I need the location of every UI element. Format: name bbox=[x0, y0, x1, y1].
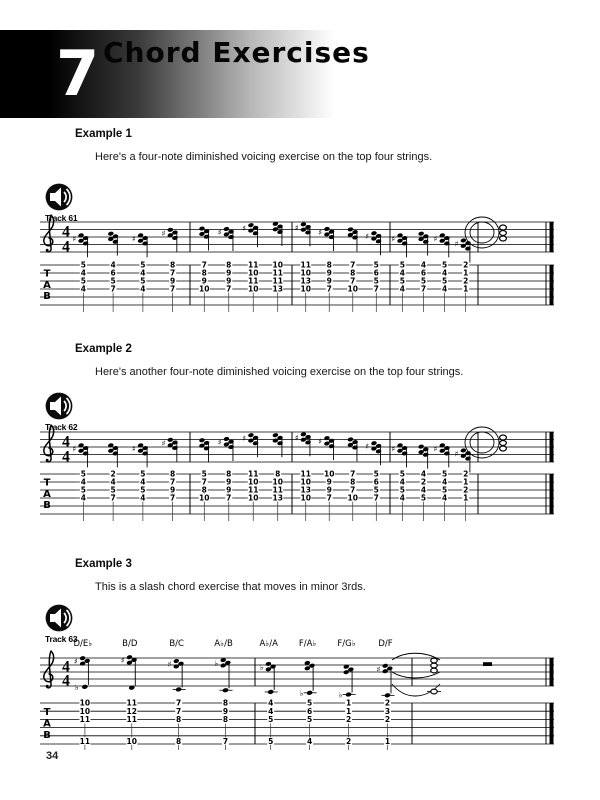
svg-text:4: 4 bbox=[110, 477, 116, 487]
svg-text:11: 11 bbox=[79, 736, 91, 746]
svg-text:♯: ♯ bbox=[454, 239, 459, 249]
svg-text:7: 7 bbox=[110, 284, 116, 294]
svg-text:7: 7 bbox=[373, 493, 379, 503]
svg-text:9: 9 bbox=[201, 276, 207, 286]
svg-text:10: 10 bbox=[300, 493, 311, 503]
svg-text:1: 1 bbox=[463, 284, 469, 294]
svg-text:5: 5 bbox=[420, 276, 427, 286]
svg-text:5: 5 bbox=[399, 485, 405, 495]
svg-text:10: 10 bbox=[272, 477, 283, 487]
svg-text:11: 11 bbox=[272, 276, 283, 286]
svg-text:♯: ♯ bbox=[242, 224, 247, 234]
track-label: Track 62 bbox=[45, 422, 78, 432]
svg-text:11: 11 bbox=[248, 485, 259, 495]
svg-text:5: 5 bbox=[80, 260, 86, 270]
svg-text:5: 5 bbox=[268, 736, 274, 746]
svg-text:9: 9 bbox=[326, 276, 332, 286]
svg-text:4: 4 bbox=[80, 268, 86, 278]
svg-text:B: B bbox=[43, 729, 51, 741]
svg-text:7: 7 bbox=[326, 284, 332, 294]
svg-text:4: 4 bbox=[399, 268, 405, 278]
svg-text:1: 1 bbox=[345, 706, 352, 716]
svg-text:10: 10 bbox=[126, 736, 137, 746]
svg-text:5: 5 bbox=[441, 469, 448, 479]
svg-text:5: 5 bbox=[307, 698, 313, 708]
svg-text:2: 2 bbox=[420, 477, 427, 487]
example-3-description: This is a slash chord exercise that moves in minor 3rds. bbox=[95, 581, 366, 593]
svg-text:B: B bbox=[43, 500, 51, 511]
svg-text:2: 2 bbox=[463, 276, 469, 286]
example-1-heading: Example 1 bbox=[75, 128, 132, 140]
svg-text:10: 10 bbox=[248, 284, 259, 294]
svg-text:11: 11 bbox=[300, 469, 311, 479]
svg-text:5: 5 bbox=[399, 276, 405, 286]
example-3-heading: Example 3 bbox=[75, 558, 132, 570]
svg-text:2: 2 bbox=[384, 698, 391, 708]
svg-text:2: 2 bbox=[345, 715, 352, 725]
svg-text:1: 1 bbox=[384, 736, 391, 746]
svg-text:♯: ♯ bbox=[73, 657, 78, 667]
svg-text:♯: ♯ bbox=[433, 444, 438, 454]
svg-text:9: 9 bbox=[226, 485, 232, 495]
svg-text:B: B bbox=[43, 291, 51, 302]
svg-text:♯: ♯ bbox=[120, 656, 125, 666]
svg-text:4: 4 bbox=[420, 485, 427, 495]
chapter-number: 7 bbox=[56, 37, 100, 110]
svg-text:5: 5 bbox=[110, 485, 116, 495]
svg-text:11: 11 bbox=[272, 485, 283, 495]
svg-text:9: 9 bbox=[170, 485, 176, 495]
svg-text:♭: ♭ bbox=[299, 688, 304, 698]
svg-text:7: 7 bbox=[110, 493, 116, 503]
svg-text:7: 7 bbox=[170, 477, 176, 487]
svg-text:5: 5 bbox=[201, 469, 207, 479]
example-2-heading: Example 2 bbox=[75, 343, 132, 355]
svg-text:10: 10 bbox=[347, 493, 358, 503]
svg-text:9: 9 bbox=[226, 268, 232, 278]
example-1-description: Here's a four-note diminished voicing exercise on the top four strings. bbox=[95, 151, 433, 163]
svg-text:4: 4 bbox=[140, 284, 146, 294]
svg-text:4: 4 bbox=[441, 477, 448, 487]
svg-text:6: 6 bbox=[373, 268, 379, 278]
svg-text:4: 4 bbox=[62, 433, 70, 451]
svg-text:10: 10 bbox=[199, 493, 210, 503]
svg-text:4: 4 bbox=[268, 706, 274, 716]
svg-text:8: 8 bbox=[222, 698, 229, 708]
svg-text:13: 13 bbox=[272, 493, 283, 503]
svg-text:4: 4 bbox=[140, 493, 146, 503]
page-number: 34 bbox=[46, 750, 59, 762]
svg-text:4: 4 bbox=[80, 477, 86, 487]
svg-text:7: 7 bbox=[350, 469, 356, 479]
svg-text:♯: ♯ bbox=[318, 437, 323, 447]
svg-text:4: 4 bbox=[62, 658, 70, 676]
svg-text:5: 5 bbox=[441, 485, 448, 495]
svg-text:A♭/B: A♭/B bbox=[214, 639, 233, 649]
svg-text:5: 5 bbox=[268, 715, 274, 725]
svg-text:4: 4 bbox=[110, 260, 116, 270]
svg-text:♭: ♭ bbox=[74, 682, 79, 692]
track-label: Track 63 bbox=[45, 634, 78, 644]
svg-text:A: A bbox=[43, 279, 51, 291]
svg-text:7: 7 bbox=[350, 485, 356, 495]
svg-text:11: 11 bbox=[248, 276, 259, 286]
svg-text:♯: ♯ bbox=[72, 444, 77, 454]
svg-text:8: 8 bbox=[170, 469, 176, 479]
svg-text:8: 8 bbox=[222, 715, 229, 725]
svg-text:5: 5 bbox=[441, 260, 448, 270]
svg-text:♯: ♯ bbox=[131, 444, 136, 454]
svg-text:4: 4 bbox=[399, 477, 405, 487]
svg-text:1: 1 bbox=[463, 493, 469, 503]
svg-text:4: 4 bbox=[399, 493, 405, 503]
svg-text:8: 8 bbox=[176, 736, 182, 746]
svg-text:♯: ♯ bbox=[433, 234, 438, 244]
svg-text:5: 5 bbox=[373, 260, 379, 270]
svg-text:7: 7 bbox=[226, 284, 232, 294]
svg-text:8: 8 bbox=[326, 260, 332, 270]
svg-text:9: 9 bbox=[226, 276, 232, 286]
svg-text:A: A bbox=[43, 488, 51, 500]
svg-text:A♭/A: A♭/A bbox=[259, 639, 278, 649]
svg-text:6: 6 bbox=[420, 268, 427, 278]
svg-text:7: 7 bbox=[201, 260, 207, 270]
svg-text:8: 8 bbox=[201, 485, 207, 495]
svg-text:11: 11 bbox=[126, 715, 137, 725]
svg-text:11: 11 bbox=[126, 698, 137, 708]
svg-text:5: 5 bbox=[373, 469, 379, 479]
svg-text:7: 7 bbox=[201, 477, 207, 487]
svg-text:4: 4 bbox=[268, 698, 274, 708]
svg-text:T: T bbox=[43, 268, 51, 280]
svg-text:10: 10 bbox=[79, 698, 91, 708]
svg-text:♯: ♯ bbox=[294, 223, 299, 233]
svg-text:7: 7 bbox=[226, 493, 232, 503]
svg-text:7: 7 bbox=[222, 736, 229, 746]
svg-text:8: 8 bbox=[226, 469, 232, 479]
svg-text:2: 2 bbox=[463, 260, 469, 270]
svg-text:7: 7 bbox=[170, 493, 176, 503]
svg-text:6: 6 bbox=[373, 477, 379, 487]
svg-text:5: 5 bbox=[110, 276, 116, 286]
svg-text:10: 10 bbox=[300, 477, 311, 487]
svg-text:1: 1 bbox=[345, 698, 352, 708]
svg-text:8: 8 bbox=[226, 260, 232, 270]
svg-text:10: 10 bbox=[272, 260, 283, 270]
svg-text:♯: ♯ bbox=[131, 234, 136, 244]
svg-text:7: 7 bbox=[350, 276, 356, 286]
svg-text:8: 8 bbox=[170, 260, 176, 270]
svg-text:10: 10 bbox=[300, 268, 311, 278]
svg-text:9: 9 bbox=[326, 477, 332, 487]
svg-text:5: 5 bbox=[140, 469, 146, 479]
svg-text:10: 10 bbox=[347, 284, 358, 294]
svg-text:9: 9 bbox=[226, 477, 232, 487]
svg-text:6: 6 bbox=[307, 706, 313, 716]
svg-text:5: 5 bbox=[373, 276, 379, 286]
example-2-description: Here's another four-note diminished voicing exercise on the top four strings. bbox=[95, 366, 464, 378]
svg-text:T: T bbox=[43, 706, 51, 718]
svg-text:9: 9 bbox=[170, 276, 176, 286]
svg-text:B/C: B/C bbox=[169, 639, 184, 649]
svg-text:♯: ♯ bbox=[391, 444, 396, 454]
svg-text:8: 8 bbox=[350, 477, 356, 487]
svg-text:4: 4 bbox=[420, 469, 427, 479]
svg-text:2: 2 bbox=[384, 715, 391, 725]
svg-text:9: 9 bbox=[222, 706, 229, 716]
svg-text:♭: ♭ bbox=[259, 662, 264, 672]
svg-text:1: 1 bbox=[463, 477, 469, 487]
svg-text:5: 5 bbox=[307, 715, 313, 725]
svg-text:2: 2 bbox=[463, 485, 469, 495]
svg-text:6: 6 bbox=[110, 268, 116, 278]
svg-text:8: 8 bbox=[201, 268, 207, 278]
svg-text:4: 4 bbox=[62, 672, 70, 690]
svg-text:5: 5 bbox=[373, 485, 379, 495]
svg-text:7: 7 bbox=[170, 284, 176, 294]
svg-text:8: 8 bbox=[350, 268, 356, 278]
svg-text:4: 4 bbox=[441, 493, 448, 503]
svg-text:♯: ♯ bbox=[161, 438, 166, 448]
svg-text:8: 8 bbox=[275, 469, 281, 479]
svg-text:♯: ♯ bbox=[318, 227, 323, 237]
svg-text:10: 10 bbox=[324, 469, 335, 479]
svg-text:11: 11 bbox=[272, 268, 283, 278]
svg-text:4: 4 bbox=[399, 284, 405, 294]
svg-text:7: 7 bbox=[170, 268, 176, 278]
svg-text:♭: ♭ bbox=[338, 690, 343, 700]
svg-text:♯: ♯ bbox=[161, 228, 166, 238]
svg-text:9: 9 bbox=[326, 485, 332, 495]
svg-text:T: T bbox=[43, 477, 51, 489]
svg-text:10: 10 bbox=[248, 477, 259, 487]
svg-text:8: 8 bbox=[176, 715, 182, 725]
svg-text:1: 1 bbox=[463, 268, 469, 278]
svg-text:D/E♭: D/E♭ bbox=[73, 639, 93, 649]
svg-text:5: 5 bbox=[399, 469, 405, 479]
svg-text:A: A bbox=[43, 718, 51, 730]
svg-text:13: 13 bbox=[272, 284, 283, 294]
svg-text:11: 11 bbox=[248, 260, 259, 270]
svg-text:11: 11 bbox=[79, 715, 91, 725]
svg-text:13: 13 bbox=[300, 485, 311, 495]
svg-text:5: 5 bbox=[399, 260, 405, 270]
svg-text:5: 5 bbox=[80, 469, 86, 479]
svg-text:5: 5 bbox=[441, 276, 448, 286]
svg-text:4: 4 bbox=[441, 268, 448, 278]
svg-text:7: 7 bbox=[420, 284, 427, 294]
svg-text:11: 11 bbox=[248, 469, 259, 479]
track-label: Track 61 bbox=[45, 213, 78, 223]
svg-text:2: 2 bbox=[345, 736, 352, 746]
svg-text:4: 4 bbox=[62, 223, 70, 241]
svg-text:♭: ♭ bbox=[214, 659, 219, 669]
svg-text:♯: ♯ bbox=[217, 227, 222, 237]
svg-text:4: 4 bbox=[441, 284, 448, 294]
svg-text:B/D: B/D bbox=[122, 639, 138, 649]
svg-text:12: 12 bbox=[126, 706, 137, 716]
svg-text:5: 5 bbox=[420, 493, 427, 503]
svg-text:D/F: D/F bbox=[378, 639, 393, 649]
svg-text:4: 4 bbox=[80, 493, 86, 503]
svg-text:7: 7 bbox=[373, 284, 379, 294]
svg-text:4: 4 bbox=[62, 448, 70, 466]
svg-text:5: 5 bbox=[80, 276, 86, 286]
page-title: Chord Exercises bbox=[103, 36, 370, 69]
svg-text:5: 5 bbox=[140, 260, 146, 270]
svg-text:5: 5 bbox=[140, 276, 146, 286]
svg-text:7: 7 bbox=[176, 706, 182, 716]
svg-text:7: 7 bbox=[350, 260, 356, 270]
music-system-1 bbox=[40, 215, 554, 312]
svg-text:♯: ♯ bbox=[217, 437, 222, 447]
svg-text:10: 10 bbox=[79, 706, 91, 716]
svg-text:♯: ♯ bbox=[391, 234, 396, 244]
svg-text:7: 7 bbox=[176, 698, 182, 708]
svg-text:4: 4 bbox=[420, 260, 427, 270]
svg-text:4: 4 bbox=[80, 284, 86, 294]
svg-text:♯: ♯ bbox=[376, 664, 381, 674]
svg-text:2: 2 bbox=[463, 469, 469, 479]
svg-text:F/A♭: F/A♭ bbox=[298, 639, 317, 649]
svg-text:4: 4 bbox=[140, 477, 146, 487]
svg-text:10: 10 bbox=[300, 284, 311, 294]
svg-text:♯: ♯ bbox=[72, 234, 77, 244]
svg-text:3: 3 bbox=[384, 706, 391, 716]
svg-text:♯: ♯ bbox=[365, 442, 370, 452]
svg-text:7: 7 bbox=[326, 493, 332, 503]
svg-text:2: 2 bbox=[110, 469, 116, 479]
svg-text:♯: ♯ bbox=[454, 449, 459, 459]
svg-text:9: 9 bbox=[326, 268, 332, 278]
svg-text:10: 10 bbox=[248, 493, 259, 503]
svg-text:4: 4 bbox=[140, 268, 146, 278]
svg-text:♯: ♯ bbox=[167, 660, 172, 670]
svg-text:13: 13 bbox=[300, 276, 311, 286]
svg-text:5: 5 bbox=[140, 485, 146, 495]
music-system-3 bbox=[40, 639, 554, 750]
svg-text:11: 11 bbox=[300, 260, 311, 270]
svg-text:4: 4 bbox=[62, 238, 70, 256]
svg-text:♯: ♯ bbox=[242, 434, 247, 444]
svg-text:F/G♭: F/G♭ bbox=[337, 639, 356, 649]
music-system-2 bbox=[40, 425, 554, 521]
svg-text:♯: ♯ bbox=[294, 433, 299, 443]
svg-text:10: 10 bbox=[248, 268, 259, 278]
svg-text:10: 10 bbox=[199, 284, 210, 294]
svg-text:5: 5 bbox=[80, 485, 86, 495]
svg-text:♯: ♯ bbox=[365, 232, 370, 242]
svg-text:4: 4 bbox=[307, 736, 313, 746]
